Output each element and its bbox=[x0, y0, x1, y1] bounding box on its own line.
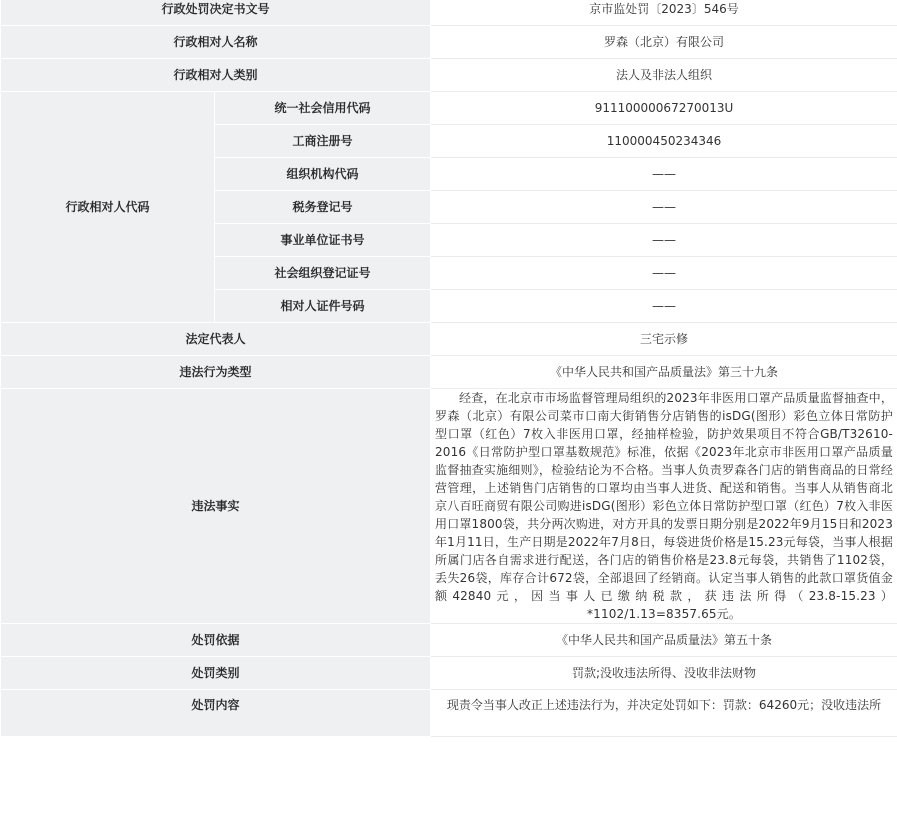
content-label: 处罚内容 bbox=[1, 690, 431, 737]
category-label: 处罚类别 bbox=[1, 657, 431, 690]
decision-no-value: 京市监处罚〔2023〕546号 bbox=[431, 0, 897, 26]
org-code-label: 组织机构代码 bbox=[215, 158, 431, 191]
id-number-label: 相对人证件号码 bbox=[215, 290, 431, 323]
business-reg-no-value: 110000450234346 bbox=[431, 125, 897, 158]
credit-code-label: 统一社会信用代码 bbox=[215, 92, 431, 125]
facts-cell bbox=[431, 389, 897, 624]
party-type-value: 法人及非法人组织 bbox=[431, 59, 897, 92]
tax-reg-no-value: —— bbox=[431, 191, 897, 224]
institution-cert-value: —— bbox=[431, 224, 897, 257]
category-value: 罚款;没收违法所得、没收非法财物 bbox=[431, 657, 897, 690]
id-number-value: —— bbox=[431, 290, 897, 323]
tax-reg-no-label: 税务登记号 bbox=[215, 191, 431, 224]
social-org-cert-label: 社会组织登记证号 bbox=[215, 257, 431, 290]
credit-code-value: 91110000067270013U bbox=[431, 92, 897, 125]
content-value: 现责令当事人改正上述违法行为，并决定处罚如下：罚款：64260元；没收违法所 bbox=[431, 690, 897, 737]
institution-cert-label: 事业单位证书号 bbox=[215, 224, 431, 257]
party-code-label: 行政相对人代码 bbox=[1, 92, 215, 323]
party-type-label: 行政相对人类别 bbox=[1, 59, 431, 92]
legal-rep-label: 法定代表人 bbox=[1, 323, 431, 356]
party-name-label: 行政相对人名称 bbox=[1, 26, 431, 59]
violation-type-label: 违法行为类型 bbox=[1, 356, 431, 389]
facts-label: 违法事实 bbox=[1, 389, 431, 624]
party-name-value: 罗森（北京）有限公司 bbox=[431, 26, 897, 59]
org-code-value: —— bbox=[431, 158, 897, 191]
basis-label: 处罚依据 bbox=[1, 624, 431, 657]
business-reg-no-label: 工商注册号 bbox=[215, 125, 431, 158]
decision-no-label: 行政处罚决定书文号 bbox=[1, 0, 431, 26]
legal-rep-value: 三宅示修 bbox=[431, 323, 897, 356]
facts-text: 经查，在北京市市场监督管理局组织的2023年非医用口罩产品质量监督抽查中，罗森（北京）有限公司菜市口南大街销售分店销售的isDG(图形）彩色立体日常防护型口罩（红色）7枚入非医用口罩，经抽样检验，防护效果项目不符合GB/T32610-2016《日常防护型口罩基数规范》标准，依据《2023年北京市非医用口罩产品质量监督抽查实施细则》，检验结论为不合格。当事人负责罗森各门店的销售商品的日常经营管理，上述销售门店销售的口罩均由当事人进货、配送和销售。当事人从销售商北京八百旺商贸有限公司购进isDG(图形）彩色立体日常防护型口罩（红色）7枚入非医用口罩1800袋，共分两次购进，对方开具的发票日期分别是2022年9月15日和2023年1月11日，生产日期是2022年7月8日，每袋进货价格是15.23元每袋，当事人根据所属门店各自需求进行配送，各门店的销售价格是23.8元每袋，共销售了1102袋，丢失26袋，库存合计672袋，全部退回了经销商。认定当事人销售的此款口罩货值金额42840元，因当事人已缴纳税款，获违法所得（23.8-15.23）*1102/1.13=8357.65元。 bbox=[435, 391, 894, 621]
social-org-cert-value: —— bbox=[431, 257, 897, 290]
basis-value: 《中华人民共和国产品质量法》第五十条 bbox=[431, 624, 897, 657]
violation-type-value: 《中华人民共和国产品质量法》第三十九条 bbox=[431, 356, 897, 389]
